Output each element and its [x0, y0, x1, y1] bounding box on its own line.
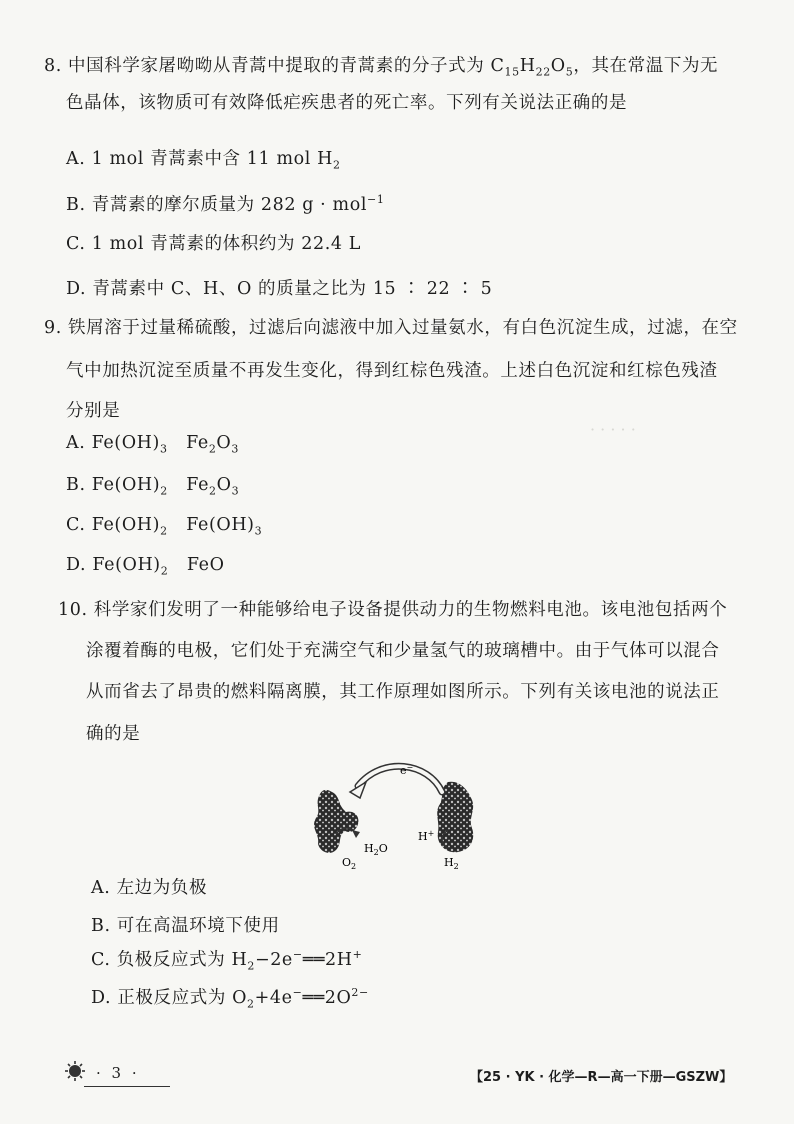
- h-plus-label: H+: [418, 829, 435, 843]
- h2o-label: $H_2O$: [364, 842, 388, 857]
- q10-option-d: D. 正极反应式为 $O_2+4e^-══2O^{2-}$: [91, 986, 369, 1011]
- q9-option-b: B. $Fe(OH)_2$ $Fe_2O_3$: [66, 475, 240, 498]
- q10-option-c: C. 负极反应式为 $H_2-2e^-══2H^+$: [91, 948, 363, 973]
- q8-option-b: B. 青蒿素的摩尔质量为 282 g · mol$^{-1}$: [66, 193, 385, 215]
- q10-stem-line4: 确的是: [86, 724, 141, 744]
- fuel-cell-diagram: [300, 752, 500, 874]
- o2-label: $O_2$: [342, 856, 357, 871]
- q9-option-d: D. $Fe(OH)_2$ FeO: [66, 555, 225, 578]
- q9-stem-line2: 气中加热沉淀至质量不再发生变化，得到红棕色残渣。上述白色沉淀和红棕色残渣: [66, 361, 718, 381]
- left-electrode: [314, 790, 358, 853]
- q9-stem-line3: 分别是: [66, 401, 121, 421]
- q8-option-d: D. 青蒿素中 C、H、O 的质量之比为 15 ∶ 22 ∶ 5: [66, 279, 493, 299]
- q8-stem-line1: 8. 中国科学家屠呦呦从青蒿中提取的青蒿素的分子式为 $C_{15}H_{22}O_5$，其在常温下为无: [44, 56, 719, 79]
- q8-option-a: A. 1 mol 青蒿素中含 11 mol $H_2$: [66, 149, 341, 172]
- q10-stem-line3: 从而省去了昂贵的燃料隔离膜，其工作原理如图所示。下列有关该电池的说法正: [86, 682, 720, 702]
- electron-label: e−: [400, 763, 414, 777]
- q10-stem-line1: 10. 科学家们发明了一种能够给电子设备提供动力的生物燃料电池。该电池包括两个: [58, 600, 728, 620]
- q10-option-b: B. 可在高温环境下使用: [91, 916, 280, 936]
- footer-divider: [84, 1086, 170, 1087]
- q10-option-a: A. 左边为负极: [91, 878, 208, 898]
- bleed-through-text: · · · · ·: [590, 420, 636, 439]
- q9-stem-line1: 9. 铁屑溶于过量稀硫酸，过滤后向滤液中加入过量氨水，有白色沉淀生成，过滤，在空: [44, 318, 738, 338]
- h2-label: $H_2$: [444, 856, 459, 871]
- footer-code: 【25 · YK · 化学—R—高一下册—GSZW】: [470, 1070, 733, 1085]
- q8-stem-line2: 色晶体，该物质可有效降低疟疾患者的死亡率。下列有关说法正确的是: [66, 93, 628, 113]
- page-number: · 3 ·: [96, 1064, 140, 1082]
- q9-option-a: A. $Fe(OH)_3$ $Fe_2O_3$: [66, 433, 239, 456]
- q10-stem-line2: 涂覆着酶的电极，它们处于充满空气和少量氢气的玻璃槽中。由于气体可以混合: [86, 641, 720, 661]
- q8-option-c: C. 1 mol 青蒿素的体积约为 22.4 L: [66, 234, 361, 254]
- q9-option-c: C. $Fe(OH)_2$ $Fe(OH)_3$: [66, 515, 263, 538]
- publisher-logo-icon: [64, 1060, 86, 1082]
